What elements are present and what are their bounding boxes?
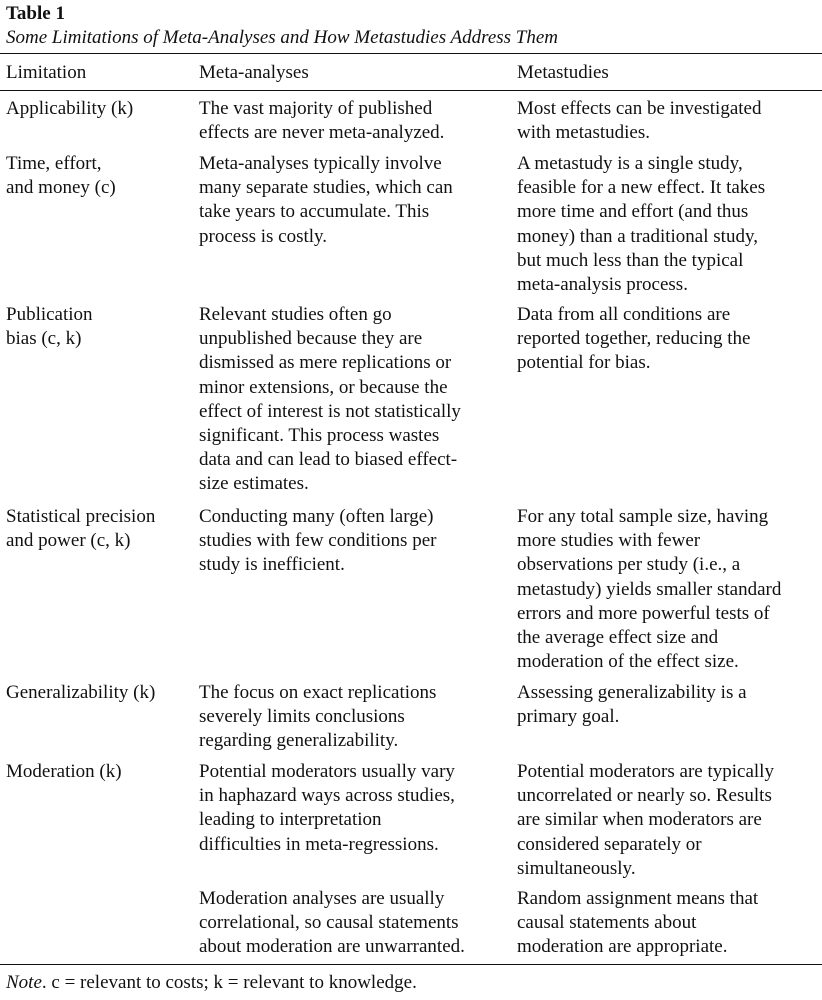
row-metastudies: For any total sample size, having more studies with fewer observations per study (i.e., a metastudy) yields smaller standard errors and more powerful tests of the average effect size and moderation of the effect size. <box>517 506 782 673</box>
row-meta-analyses: Moderation analyses are usually correlational, so causal statements about moderation are unwarranted. <box>199 888 465 958</box>
bottom-rule <box>0 964 822 965</box>
row-limitation: Publication bias (c, k) <box>6 304 93 350</box>
row-limitation: Statistical precision and power (c, k) <box>6 506 156 552</box>
row-metastudies: A metastudy is a single study, feasible for a new effect. It takes more time and effort (and thus money) than a traditional study, but much less than the typical meta-analysis process. <box>517 153 766 296</box>
row-meta-analyses: The focus on exact replications severely limits conclusions regarding generalizability. <box>199 682 437 752</box>
header-meta-analyses: Meta-analyses <box>199 62 309 83</box>
table-title: Some Limitations of Meta-Analyses and How Metastudies Address Them <box>6 27 559 48</box>
row-metastudies: Random assignment means that causal statements about moderation are appropriate. <box>517 888 759 958</box>
row-limitation: Generalizability (k) <box>6 682 156 703</box>
row-limitation: Moderation (k) <box>6 761 122 782</box>
row-limitation: Time, effort, and money (c) <box>6 153 116 199</box>
note-label: Note <box>6 972 42 993</box>
row-meta-analyses: The vast majority of published effects are never meta-analyzed. <box>199 98 445 144</box>
row-metastudies: Potential moderators are typically uncorrelated or nearly so. Results are similar when moderators are considered separately or simultaneously. <box>517 761 774 879</box>
header-rule <box>0 90 822 91</box>
table-note <box>6 971 417 995</box>
header-metastudies: Metastudies <box>517 62 609 83</box>
header-limitation: Limitation <box>6 62 87 83</box>
table-label: Table 1 <box>6 3 65 24</box>
row-meta-analyses: Relevant studies often go unpublished because they are dismissed as mere replications or minor extensions, or because the effect of interest is not statistically significant. This process wastes data and can lead to biased effect- size estimates. <box>199 304 461 495</box>
row-meta-analyses: Conducting many (often large) studies with few conditions per study is inefficient. <box>199 506 437 576</box>
row-metastudies: Assessing generalizability is a primary goal. <box>517 682 747 728</box>
row-limitation: Applicability (k) <box>6 98 134 119</box>
top-rule <box>0 53 822 54</box>
note-text: . c = relevant to costs; k = relevant to knowledge. <box>41 972 417 993</box>
row-meta-analyses: Potential moderators usually vary in haphazard ways across studies, leading to interpretation difficulties in meta-regressions. <box>199 761 455 855</box>
row-metastudies: Most effects can be investigated with metastudies. <box>517 98 762 144</box>
row-meta-analyses: Meta-analyses typically involve many separate studies, which can take years to accumulate. This process is costly. <box>199 153 453 247</box>
row-metastudies: Data from all conditions are reported together, reducing the potential for bias. <box>517 304 751 374</box>
